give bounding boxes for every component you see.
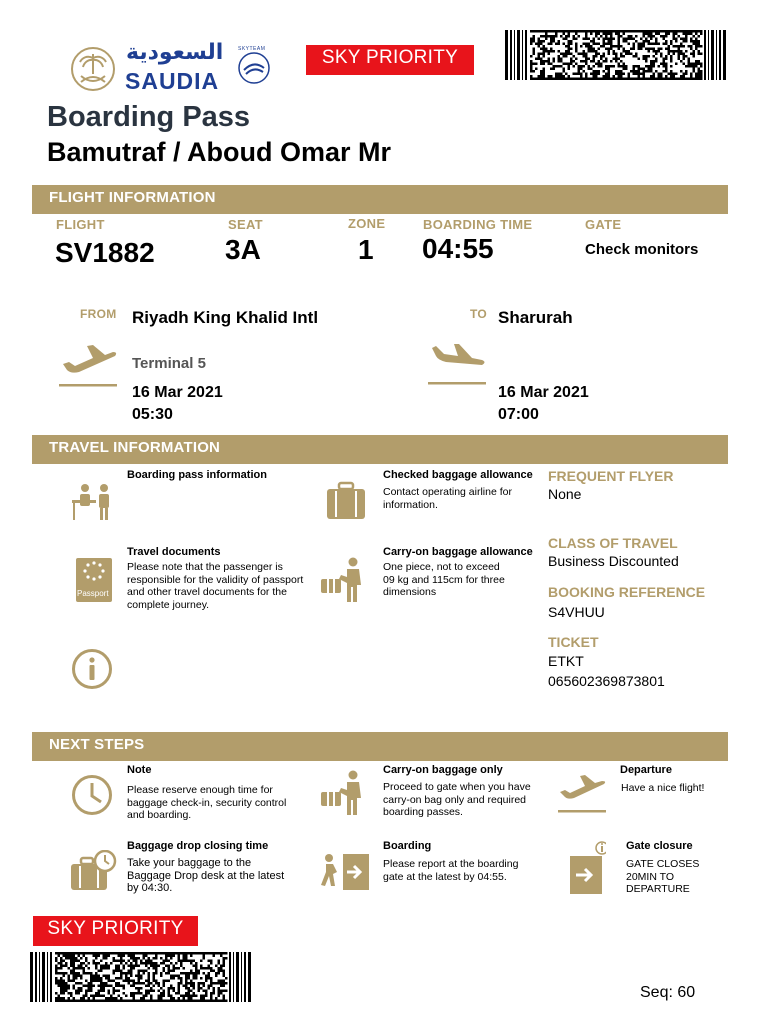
checked-baggage-icon — [325, 481, 367, 521]
booking-reference-value: S4VHUU — [548, 604, 605, 620]
carry-on-allowance-text: One piece, not to exceed 09 kg and 115cm for three dimensions — [383, 561, 505, 598]
travel-documents-text: Please note that the passenger is responsible for the validity of passport and other travel documents for the complete journey. — [127, 561, 304, 611]
frequent-flyer-value: None — [548, 486, 582, 502]
ticket-number: 065602369873801 — [548, 673, 665, 689]
frequent-flyer-label: FREQUENT FLYER — [548, 468, 674, 484]
next-steps-header: NEXT STEPS — [32, 732, 728, 761]
seat-value: 3A — [225, 234, 261, 265]
class-of-travel-value: Business Discounted — [548, 553, 679, 569]
flight-number: SV1882 — [55, 237, 155, 268]
baggage-drop-title: Baggage drop closing time — [127, 840, 269, 852]
skyteam-logo — [236, 46, 272, 86]
seat-label: SEAT — [228, 217, 263, 232]
passport-word: Passport — [77, 589, 109, 598]
gate-closure-icon — [568, 840, 606, 894]
departure-plane-icon — [556, 774, 608, 814]
note-title: Note — [127, 764, 152, 776]
zone-label: ZONE — [348, 216, 386, 231]
passport-icon — [76, 558, 112, 602]
flight-label: FLIGHT — [56, 217, 105, 232]
skyteam-swirl-icon — [236, 50, 272, 86]
flight-info-header: FLIGHT INFORMATION — [32, 185, 728, 214]
boarding-text: Please report at the boarding gate at the latest by 04:55. — [383, 858, 519, 883]
boarding-gate-icon — [321, 852, 371, 892]
departure-time: 05:30 — [132, 406, 173, 423]
sky-priority-badge-footer: SKY PRIORITY — [33, 916, 198, 946]
airline-name: SAUDIA — [125, 68, 220, 94]
arrival-date: 16 Mar 2021 — [498, 384, 589, 401]
class-of-travel-label: CLASS OF TRAVEL — [548, 535, 678, 551]
carry-on-allowance-title: Carry-on baggage allowance — [383, 546, 533, 558]
to-label: TO — [470, 307, 488, 321]
boarding-pass-info-title: Boarding pass information — [127, 469, 267, 481]
document-title: Boarding Pass — [47, 101, 251, 133]
skyteam-label: SKYTEAM — [238, 46, 266, 52]
ticket-label: TICKET — [548, 634, 599, 650]
carry-on-person-icon — [319, 557, 369, 603]
gate-label: GATE — [585, 217, 622, 232]
from-airport: Riyadh King Khalid Intl — [132, 308, 319, 327]
gate-closure-text: GATE CLOSES 20MIN TO DEPARTURE — [626, 858, 700, 895]
sky-priority-badge: SKY PRIORITY — [306, 45, 474, 75]
travel-info-header: TRAVEL INFORMATION — [32, 435, 728, 464]
booking-reference-label: BOOKING REFERENCE — [548, 584, 706, 600]
to-airport: Sharurah — [498, 308, 573, 327]
boarding-time-value: 04:55 — [422, 233, 494, 264]
carry-on-only-text: Proceed to gate when you have carry-on bag only and required boarding passes. — [383, 781, 531, 818]
airline-name-arabic: السعودية — [126, 40, 224, 65]
passenger-name: Bamutraf / Aboud Omar Mr — [47, 137, 392, 167]
boarding-title: Boarding — [383, 840, 432, 852]
zone-value: 1 — [358, 234, 374, 265]
boarding-time-label: BOARDING TIME — [423, 217, 533, 232]
ticket-type: ETKT — [548, 653, 584, 669]
from-label: FROM — [80, 307, 117, 321]
barcode-bottom — [30, 952, 252, 1002]
sequence-number: Seq: 60 — [640, 984, 696, 1001]
departure-terminal: Terminal 5 — [132, 355, 206, 372]
travel-documents-title: Travel documents — [127, 546, 221, 558]
carry-on-only-title: Carry-on baggage only — [383, 764, 503, 776]
takeoff-plane-icon — [57, 344, 119, 388]
landing-plane-icon — [426, 342, 488, 386]
checked-baggage-text: Contact operating airline for information. — [383, 486, 512, 511]
carry-on-only-icon — [319, 770, 369, 816]
baggage-drop-text: Take your baggage to the Baggage Drop desk at the latest by 04:30. — [127, 857, 285, 894]
note-text: Please reserve enough time for baggage check-in, security control and boarding. — [127, 784, 287, 821]
checked-baggage-title: Checked baggage allowance — [383, 469, 533, 481]
saudia-logo — [70, 40, 280, 94]
arrival-time: 07:00 — [498, 406, 539, 423]
baggage-drop-clock-icon — [69, 850, 117, 892]
palm-swords-emblem-icon — [70, 46, 116, 92]
eu-stars-icon — [76, 558, 112, 588]
departure-title: Departure — [620, 764, 672, 776]
check-in-desk-icon — [71, 482, 117, 522]
departure-date: 16 Mar 2021 — [132, 384, 223, 401]
clock-icon — [71, 774, 113, 816]
gate-closure-title: Gate closure — [626, 840, 693, 852]
departure-text: Have a nice flight! — [621, 782, 705, 794]
gate-value: Check monitors — [585, 241, 699, 258]
info-circle-icon — [71, 648, 113, 690]
barcode-top — [505, 30, 727, 80]
